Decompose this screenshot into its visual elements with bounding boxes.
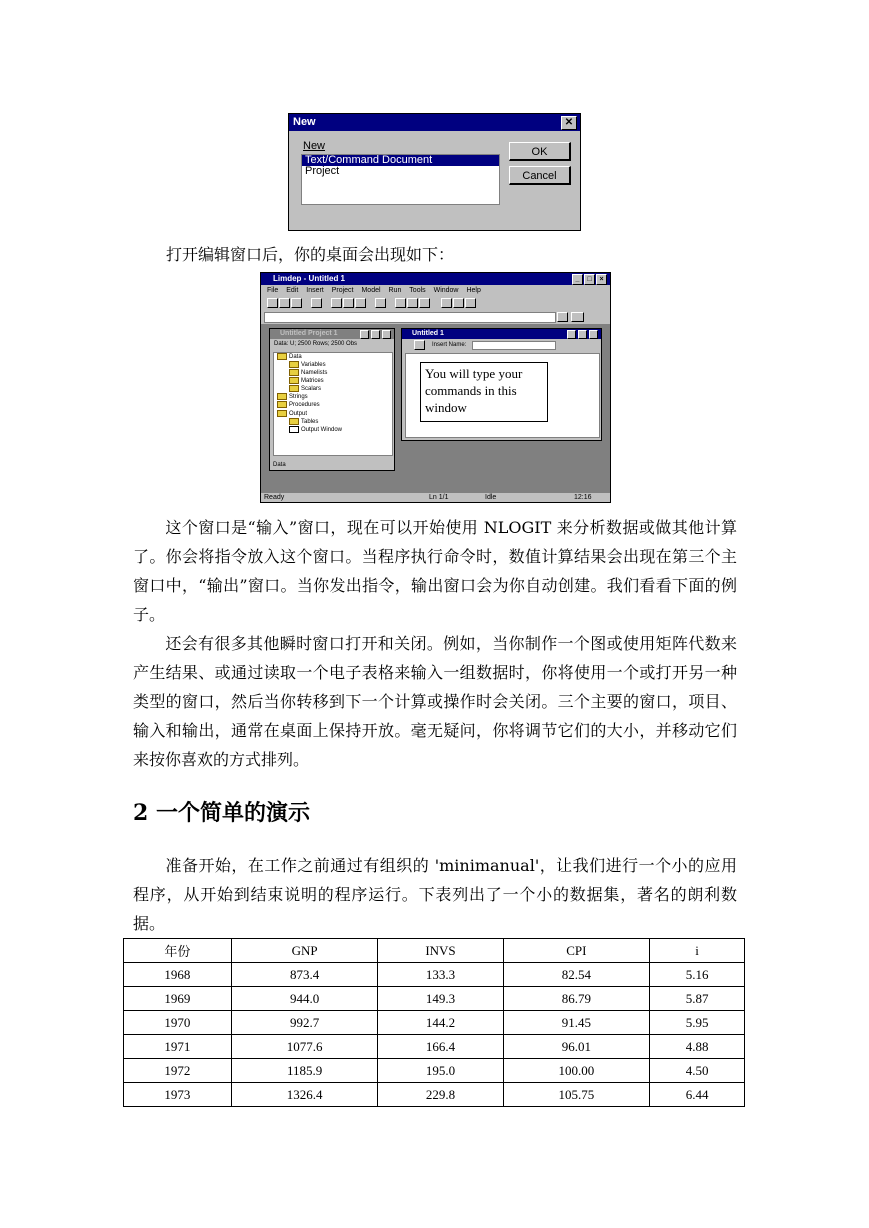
table-cell: 6.44 (650, 1083, 745, 1107)
table-cell: 1971 (124, 1035, 232, 1059)
caption: 打开编辑窗口后，你的桌面会出现如下： (166, 245, 455, 264)
maximize-icon[interactable] (578, 330, 587, 339)
tree-label: Namelists (301, 370, 328, 377)
copy-icon[interactable] (343, 298, 354, 308)
table-cell: 5.87 (650, 987, 745, 1011)
table-cell: 133.3 (378, 963, 503, 987)
command-input[interactable] (264, 312, 556, 323)
minimize-icon[interactable] (567, 330, 576, 339)
cascade-icon[interactable] (465, 298, 476, 308)
folder-icon (277, 393, 287, 400)
menu-help[interactable]: Help (466, 287, 481, 294)
header-gnp: GNP (231, 939, 378, 963)
table-cell: 1972 (124, 1059, 232, 1083)
insert-name-label: Insert Name: (432, 342, 467, 348)
table-row (124, 1059, 745, 1083)
table-row (124, 987, 745, 1011)
table-cell: 229.8 (378, 1083, 503, 1107)
new-dialog (288, 113, 581, 231)
instruction-note: You will type your commands in this window (420, 362, 548, 422)
table-cell: 5.95 (650, 1011, 745, 1035)
status-bar (261, 493, 610, 502)
header-cpi: CPI (503, 939, 650, 963)
tree-label: Output (289, 410, 308, 417)
menu-project[interactable]: Project (331, 287, 354, 294)
new-file-icon[interactable] (267, 298, 278, 308)
tree-label: Strings (289, 394, 308, 401)
table-cell: 873.4 (231, 963, 378, 987)
tree-label: Tables (301, 418, 319, 425)
stop-icon[interactable] (407, 298, 418, 308)
tree-node-data[interactable] (274, 353, 392, 361)
menu-insert[interactable]: Insert (306, 287, 324, 294)
longley-table (123, 938, 745, 1107)
cancel-button[interactable]: Cancel (509, 166, 571, 185)
print-icon[interactable] (311, 298, 322, 308)
limdep-title: Limdep - Untitled 1 (273, 274, 345, 283)
cut-icon[interactable] (331, 298, 342, 308)
folder-icon (289, 377, 299, 384)
paragraph-3-text: 准备开始，在工作之前通过有组织的 'minimanual'，让我们进行一个小的应用程序，从开始到结束说明的程序运行。下表列出了一个小的数据集，著名的朗利数据。 (133, 856, 737, 933)
section-heading: 2 一个简单的演示 (133, 800, 310, 826)
list-item-project[interactable]: Project (305, 165, 340, 177)
new-label: New (303, 140, 326, 152)
tree-node-scalars[interactable] (274, 385, 392, 393)
table-cell: 992.7 (231, 1011, 378, 1035)
table-cell: 1973 (124, 1083, 232, 1107)
paragraph-3 (133, 851, 737, 938)
project-tree[interactable] (273, 352, 393, 456)
tree-node-strings[interactable] (274, 393, 392, 401)
menu-tools[interactable]: Tools (409, 287, 426, 294)
folder-icon (289, 385, 299, 392)
header-invs: INVS (378, 939, 503, 963)
table-cell: 82.54 (503, 963, 650, 987)
minimize-icon[interactable] (360, 330, 369, 339)
minimize-icon[interactable]: _ (572, 274, 583, 285)
header-i: i (650, 939, 745, 963)
tree-label: Scalars (301, 386, 322, 393)
tree-label: Procedures (289, 402, 320, 409)
table-cell: 105.75 (503, 1083, 650, 1107)
new-type-list[interactable] (301, 154, 500, 205)
table-cell: 195.0 (378, 1059, 503, 1083)
window-icon[interactable] (441, 298, 452, 308)
open-folder-icon[interactable] (279, 298, 290, 308)
status-line: Ln 1/1 (429, 494, 449, 501)
table-row (124, 1083, 745, 1107)
function-icon[interactable] (414, 340, 425, 350)
header-year: 年份 (124, 939, 232, 963)
save-icon[interactable] (291, 298, 302, 308)
edit-window (401, 328, 602, 441)
table-cell: 1970 (124, 1011, 232, 1035)
table-cell: 944.0 (231, 987, 378, 1011)
status-ready: Ready (264, 494, 285, 501)
menu-model[interactable]: Model (361, 287, 381, 294)
table-cell: 4.50 (650, 1059, 745, 1083)
run-icon[interactable] (395, 298, 406, 308)
table-cell: 1326.4 (231, 1083, 378, 1107)
insert-name-bar (402, 339, 601, 351)
table-header-row (124, 939, 745, 963)
folder-icon (277, 410, 287, 417)
table-cell: 1969 (124, 987, 232, 1011)
dropdown-icon[interactable] (557, 312, 568, 322)
folder-icon (289, 361, 299, 368)
tree-label: Matrices (301, 378, 324, 385)
limdep-window (260, 272, 611, 503)
pause-icon[interactable] (419, 298, 430, 308)
folder-icon (289, 418, 299, 425)
table-row (124, 1011, 745, 1035)
project-window (269, 328, 395, 471)
tree-node-variables[interactable] (274, 361, 392, 369)
edit-title-bar (402, 329, 601, 339)
folder-icon (289, 369, 299, 376)
dialog-title: New (293, 116, 316, 128)
command-bar (261, 310, 610, 324)
table-cell: 1185.9 (231, 1059, 378, 1083)
maximize-icon[interactable] (371, 330, 380, 339)
folder-icon (277, 401, 287, 408)
table-cell: 1077.6 (231, 1035, 378, 1059)
project-title-bar (270, 329, 394, 339)
tree-node-tables[interactable] (274, 418, 392, 426)
project-title: Untitled Project 1 (280, 330, 338, 337)
table-cell: 5.16 (650, 963, 745, 987)
close-icon[interactable] (589, 330, 598, 339)
table-cell: 1968 (124, 963, 232, 987)
table-cell: 166.4 (378, 1035, 503, 1059)
table-cell: 91.45 (503, 1011, 650, 1035)
limdep-title-bar (261, 273, 610, 285)
insert-name-select[interactable] (472, 341, 556, 350)
document-icon (289, 426, 299, 433)
paragraph-1 (133, 513, 737, 629)
close-icon[interactable]: ✕ (561, 116, 577, 130)
tree-node-output[interactable] (274, 410, 392, 418)
list-item-text-command[interactable]: Text/Command Document (302, 155, 499, 166)
close-icon[interactable]: × (596, 274, 607, 285)
close-icon[interactable] (382, 330, 391, 339)
menu-bar (261, 285, 610, 296)
tree-node-matrices[interactable] (274, 377, 392, 385)
table-cell: 4.88 (650, 1035, 745, 1059)
folder-icon (277, 353, 287, 360)
menu-file[interactable]: File (267, 287, 279, 294)
paste-icon[interactable] (355, 298, 366, 308)
project-footer: Data (273, 462, 286, 468)
menu-window[interactable]: Window (433, 287, 459, 294)
menu-run[interactable]: Run (388, 287, 402, 294)
table-cell: 144.2 (378, 1011, 503, 1035)
edit-area[interactable] (405, 353, 600, 438)
maximize-icon[interactable]: □ (584, 274, 595, 285)
ok-button[interactable]: OK (509, 142, 571, 161)
tree-label: Data (289, 354, 302, 361)
tree-node-procedures[interactable] (274, 401, 392, 409)
table-row (124, 1035, 745, 1059)
status-state: Idle (485, 494, 497, 501)
tree-node-namelists[interactable] (274, 369, 392, 377)
function-icon[interactable] (571, 312, 584, 322)
table-cell: 96.01 (503, 1035, 650, 1059)
table-cell: 86.79 (503, 987, 650, 1011)
table-cell: 149.3 (378, 987, 503, 1011)
dialog-title-bar (289, 114, 580, 131)
paragraph-1-text: 这个窗口是“输入”窗口，现在可以开始使用 NLOGIT 来分析数据或做其他计算了。你会将指令放入这个窗口。当程序执行命令时，数值计算结果会出现在第三个主窗口中，“输出”窗口。当你发出指令，输出窗口会为你自动创建。我们看看下面的例子。 (133, 518, 737, 624)
project-info: Data: U; 2500 Rows; 2500 Obs (274, 341, 358, 347)
undo-icon[interactable] (375, 298, 386, 308)
tree-label: Variables (301, 362, 326, 369)
table-row (124, 963, 745, 987)
status-time: 12:16 (574, 494, 592, 501)
paragraph-2-text: 还会有很多其他瞬时窗口打开和关闭。例如，当你制作一个图或使用矩阵代数来产生结果、或通过读取一个电子表格来输入一组数据时，你将使用一个或打开另一种类型的窗口，然后当你转移到下一个计算或操作时会关闭。三个主要的窗口，项目、输入和输出，通常在桌面上保持开放。毫无疑问，你将调节它们的大小，并移动它们来按你喜欢的方式排列。 (133, 634, 737, 769)
table-cell: 100.00 (503, 1059, 650, 1083)
edit-title: Untitled 1 (412, 330, 444, 337)
tree-label: Output Window (301, 426, 343, 433)
tile-icon[interactable] (453, 298, 464, 308)
paragraph-2 (133, 629, 737, 774)
tree-node-output-window[interactable] (274, 426, 392, 434)
toolbar (261, 296, 610, 310)
menu-edit[interactable]: Edit (286, 287, 299, 294)
